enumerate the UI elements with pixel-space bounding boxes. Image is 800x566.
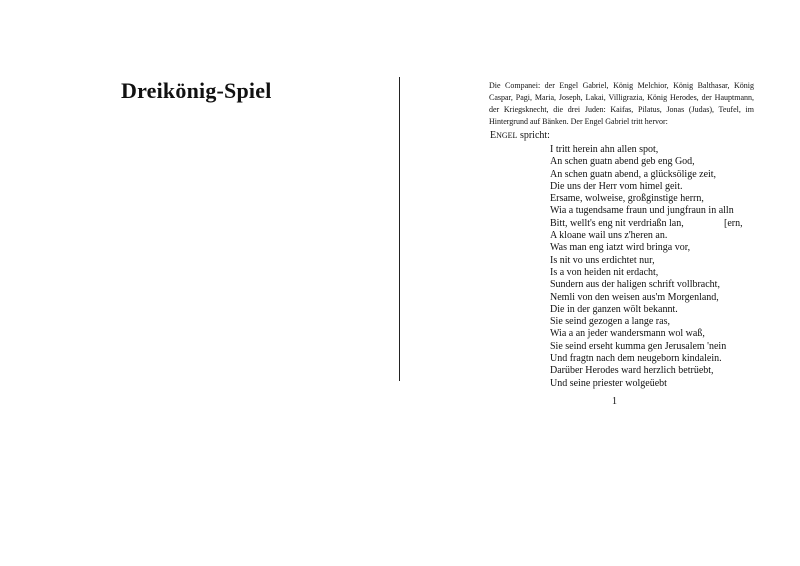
- verse-line: Und seine priester wolgeüebt: [550, 377, 667, 389]
- verse-line: Darüber Herodes ward herzlich betrüebt,: [550, 365, 714, 377]
- speaker-action: spricht:: [517, 130, 550, 141]
- verse-lines: [550, 144, 760, 390]
- verse-line: Was man eng iatzt wird bringa vor,: [550, 242, 691, 254]
- verse-line: Sie seind gezogen a lange ras,: [550, 316, 670, 328]
- verse-line: Und fragtn nach dem neugeborn kindalein.: [550, 353, 722, 365]
- verse-line: Nemli von den weisen aus'm Morgenland,: [550, 291, 719, 303]
- verse-line-with-overflow: [550, 218, 760, 230]
- speaker-name-smallcaps: NGEL: [496, 131, 518, 140]
- verse-line: A kloane wail uns z'heren an.: [550, 230, 668, 242]
- verse-line: Sundern aus der haligen schrift vollbracht,: [550, 279, 720, 291]
- verse-line-text: Bitt, wellt's eng nit verdriaßn lan,: [550, 217, 684, 229]
- speaker-heading: [490, 130, 550, 142]
- verse-line: Die uns der Herr vom himel geit.: [550, 180, 683, 192]
- verse-line: Ersame, wolweise, großginstige herrn,: [550, 193, 704, 205]
- cast-intro-paragraph: Die Companei: der Engel Gabriel, König Melchior, König Balthasar, König Caspar, Pagi, Maria, Joseph, Lakai, Villigrazia, König Herodes, der Hauptmann, der Kriegsknecht, die drei Juden: Kaifas, Pilatus, Jonas (Judas), Teufel, im Hintergrund auf Bänken. Der Engel Gabriel tritt hervor:: [489, 81, 754, 126]
- verse-overflow-text: [ern,: [724, 217, 743, 229]
- verse-line: Is nit vo uns erdichtet nur,: [550, 254, 655, 266]
- column-divider: [399, 77, 400, 381]
- verse-line: Wia a tugendsame fraun und jungfraun in alln: [550, 205, 734, 217]
- verse-line: An schen guatn abend, a glücksölige zeit,: [550, 168, 717, 180]
- verse-line: Sie seind erseht kumma gen Jerusalem 'nein: [550, 340, 727, 352]
- verse-line: I tritt herein ahn allen spot,: [550, 144, 659, 155]
- verse-line: Is a von heiden nit erdacht,: [550, 266, 659, 278]
- page-number: 1: [612, 396, 617, 407]
- verse-line: Wia a an jeder wandersmann wol waß,: [550, 328, 705, 340]
- speaker-initial: E: [490, 130, 497, 141]
- page-title: Dreikönig-Spiel: [121, 78, 272, 103]
- verse-line: An schen guatn abend geb eng God,: [550, 156, 695, 168]
- verse-line: Die in der ganzen wölt bekannt.: [550, 303, 678, 315]
